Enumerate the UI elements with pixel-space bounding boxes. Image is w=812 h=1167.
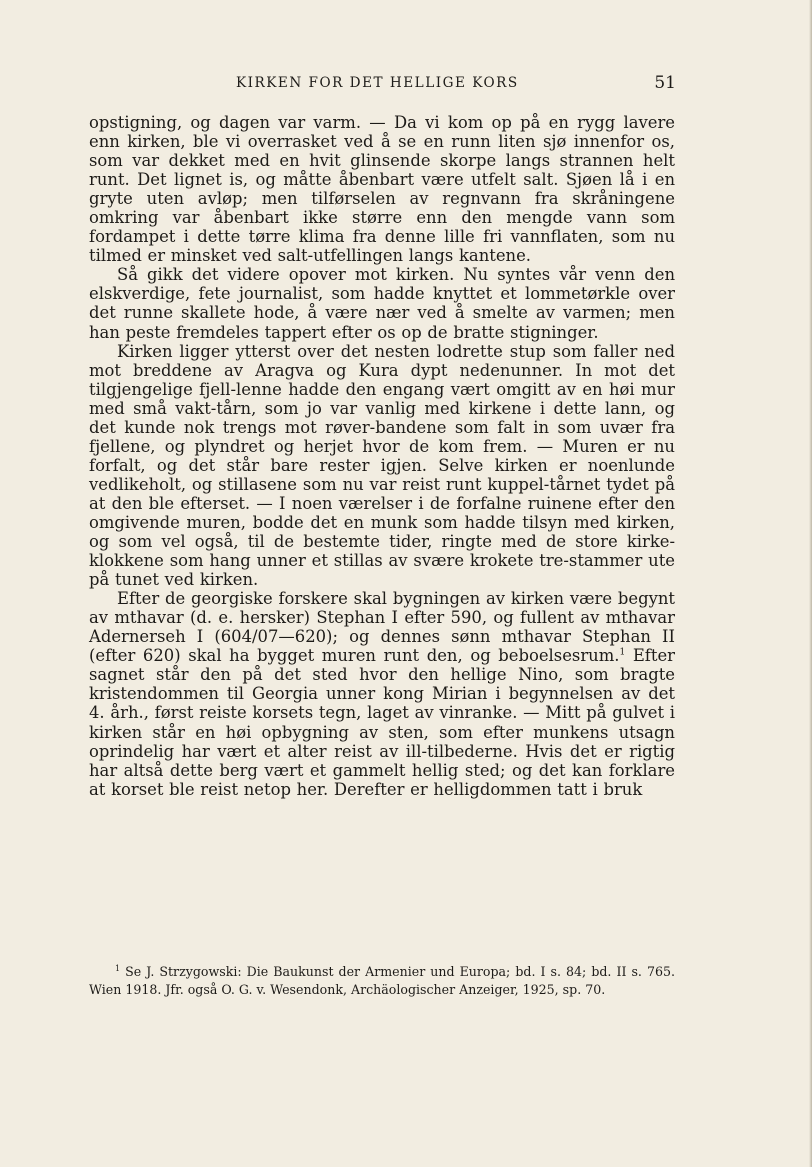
running-header (88, 73, 674, 95)
paragraph: opstigning, og dagen var varm. — Da vi kom op på en rygg lavere enn kirken, ble vi overrasket ved å se en runn liten sjø innenfor os, som var dekket med en hvit glinsende skorpe langs strannen helt runt. Det lignet is, og måtte åbenbart være utfelt salt. Sjøen lå i en gryte uten avløp; men tilførselen av regnvann fra skråningene omkring var åbenbart ikke større enn den mengde vann som fordampet i dette tørre klima fra denne lille fri vannflaten, som nu tilmed er minsket ved salt-utfellingen langs kantene. (89, 113, 675, 266)
body-text (89, 113, 675, 799)
footnote (89, 963, 675, 998)
paragraph (89, 589, 675, 799)
paragraph: Kirken ligger ytterst over det nesten lodrette stup som faller ned mot breddene av Aragva og Kura dypt nedenunner. In mot det tilgjengelige fjell-lenne hadde den engang vært omgitt av en høi mur med små vakt-tårn, som jo var vanlig med kirkene i dette lann, og det kunde nok trengs mot røver-bandene som falt in som uvær fra fjellene, og plyndret og herjet hvor de kom frem. — Muren er nu forfalt, og det står bare rester igjen. Selve kirken er noenlunde vedlikeholt, og stillasene som nu var reist runt kuppel-tårnet tydet på at den ble efterset. — I noen værelser i de forfalne ruinene efter den omgivende muren, bodde det en munk som hadde tilsyn med kirken, og som vel også, til de bestemte tider, ringte med de store kirke-klokkene som hang unner et stillas av svære krokete tre-stammer ute på tunet ved kirken. (89, 341, 675, 590)
paragraph-text: Efter de georgiske forskere skal bygningen av kirken være begynt av mthavar (d. e. hersker) Stephan I efter 590, og fullent av mthavar Adernerseh I (604/07—620); og dennes sønn mthavar Stephan II (efter 620) skal ha bygget muren runt den, og beboelsesrum. (89, 589, 675, 666)
running-title: KIRKEN FOR DET HELLIGE KORS (236, 75, 519, 91)
page-number: 51 (654, 73, 676, 93)
footnote-text: Se J. Strzygowski: Die Baukunst der Armenier und Europa; bd. I s. 84; bd. II s. 765. Wien 1918. Jfr. også O. G. v. Wesendonk, Archäologischer Anzeiger, 1925, sp. 70. (89, 964, 675, 997)
paragraph: Så gikk det videre opover mot kirken. Nu syntes vår venn den elskverdige, fete journalist, som hadde knyttet et lommetørkle over det runne skallete hode, å være nær ved å smelte av varmen; men han peste fremdeles tappert efter os op de bratte stigninger. (89, 265, 675, 342)
footnote-marker: 1 (115, 963, 121, 973)
footnote-reference: 1 (619, 647, 626, 658)
paragraph-text: Efter sagnet står den på det sted hvor den hellige Nino, som bragte kristendommen til Georgia unner kong Mirian i begynnelsen av det 4. årh., først reiste korsets tegn, laget av vinranke. — Mitt på gulvet i kirken står en høi opbygning av sten, som efter munkens utsagn oprindelig har vært et alter reist av ill-tilbederne. Hvis det er rigtig har altså dette berg vært et gammelt hellig sted; og det kan forklare at korset ble reist netop her. Derefter er helligdommen tatt i bruk (89, 646, 675, 799)
